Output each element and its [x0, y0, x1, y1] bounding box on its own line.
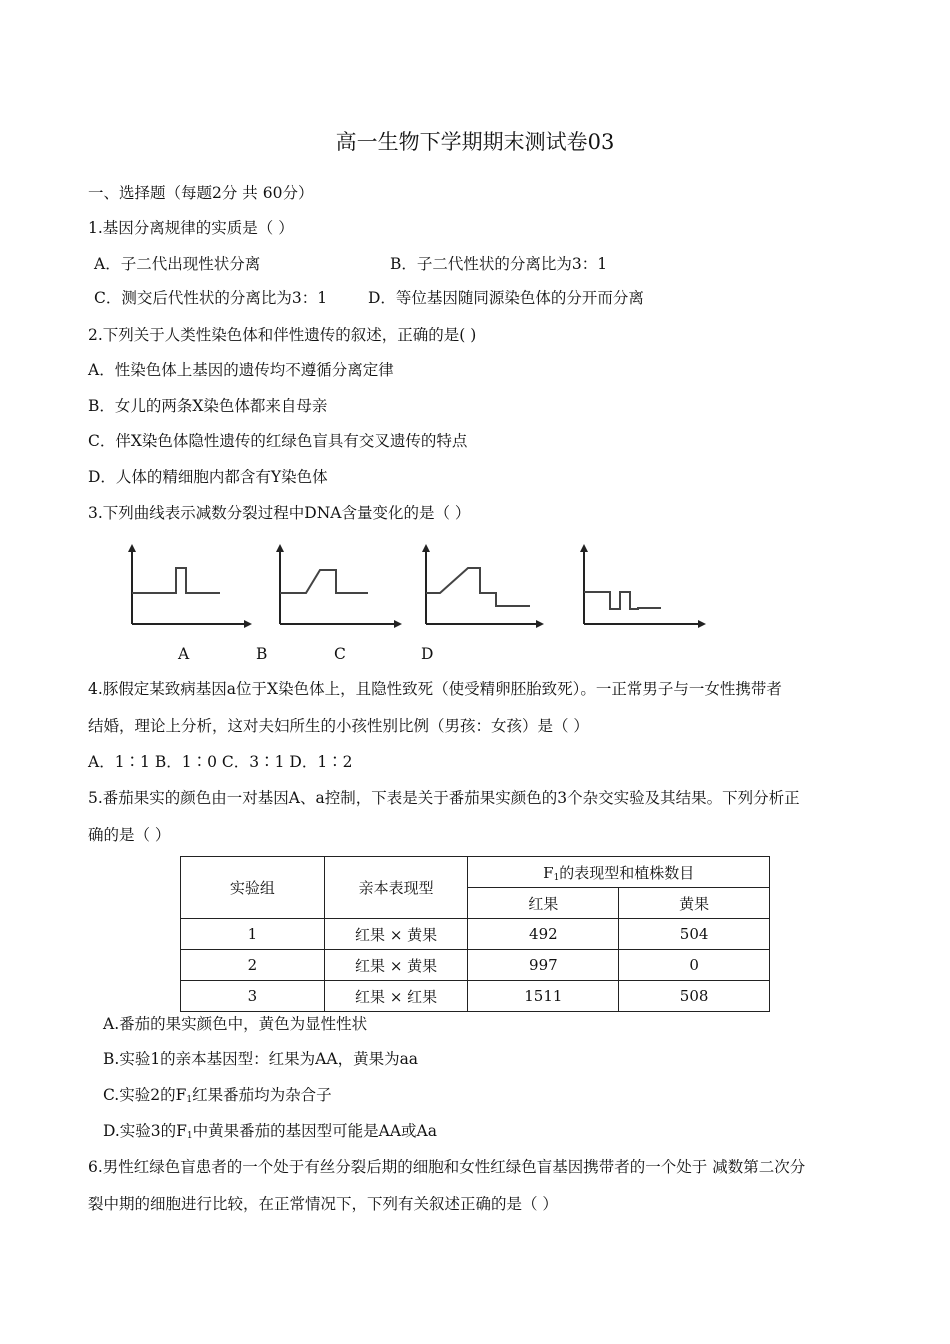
- header-f1: $F_1$的表现型和植株数目: [468, 857, 770, 888]
- graph-label-d: D: [421, 645, 434, 663]
- header-yellow: 黄果: [619, 888, 770, 919]
- q2-option-b: B．女儿的两条X染色体都来自母亲: [88, 397, 328, 415]
- graph-label-b: B: [256, 645, 268, 663]
- q1-option-a: A．子二代出现性状分离: [94, 255, 261, 273]
- cell-red: 492: [468, 919, 619, 950]
- header-group: 实验组: [181, 857, 325, 919]
- cell-yellow: 504: [619, 919, 770, 950]
- q6-stem-line1: 6.男性红绿色盲患者的一个处于有丝分裂后期的细胞和女性红绿色盲基因携带者的一个处于 减数第二次分: [88, 1158, 806, 1176]
- q4-options: A．1∶1 B．1∶0 C．3∶1 D．1∶2: [88, 753, 353, 771]
- page-title: 高一生物下学期期末测试卷03: [335, 130, 615, 154]
- graph-b: [280, 548, 398, 624]
- q6-stem-line2: 裂中期的细胞进行比较，在正常情况下，下列有关叙述正确的是（ ）: [88, 1195, 558, 1213]
- cell-red: 1511: [468, 981, 619, 1012]
- graph-a: [132, 548, 248, 624]
- cell-yellow: 508: [619, 981, 770, 1012]
- q2-option-c: C．伴X染色体隐性遗传的红绿色盲具有交叉遗传的特点: [88, 432, 468, 450]
- graph-a-curve: [132, 568, 220, 593]
- q5-stem-line2: 确的是（ ）: [88, 826, 171, 844]
- header-parent: 亲本表现型: [324, 857, 468, 919]
- graph-b-curve: [280, 570, 368, 593]
- q1-option-d: D．等位基因随同源染色体的分开而分离: [368, 289, 644, 307]
- graph-d-curve: [584, 592, 661, 609]
- q2-option-d: D．人体的精细胞内都含有Y染色体: [88, 468, 328, 486]
- cell-parent: 红果 × 黄果: [324, 950, 468, 981]
- q4-stem-line2: 结婚，理论上分析，这对夫妇所生的小孩性别比例（男孩：女孩）是（ ）: [88, 717, 589, 735]
- cell-group: 3: [181, 981, 325, 1012]
- q1-stem: 1.基因分离规律的实质是（ ）: [88, 219, 294, 237]
- section-heading: 一、选择题（每题2分 共 60分）: [88, 184, 314, 202]
- dna-curve-graphs: [118, 540, 718, 640]
- q2-stem: 2.下列关于人类性染色体和伴性遗传的叙述，正确的是( ): [88, 326, 477, 344]
- table-header-row: [181, 857, 770, 888]
- q1-option-b: B．子二代性状的分离比为3：1: [390, 255, 608, 273]
- table-row: [181, 919, 770, 950]
- table-row: [181, 950, 770, 981]
- graph-d: [584, 548, 702, 624]
- cell-parent: 红果 × 红果: [324, 981, 468, 1012]
- q5-option-c: C.实验2的$F_1$红果番茄均为杂合子: [103, 1086, 332, 1105]
- q2-option-a: A．性染色体上基因的遗传均不遵循分离定律: [88, 361, 394, 379]
- experiment-table: [180, 856, 770, 1012]
- q5-option-b: B.实验1的亲本基因型：红果为AA，黄果为aa: [103, 1050, 419, 1068]
- cell-group: 2: [181, 950, 325, 981]
- cell-group: 1: [181, 919, 325, 950]
- q5-stem-line1: 5.番茄果实的颜色由一对基因A、a控制，下表是关于番茄果实颜色的3个杂交实验及其结果。下列分析正: [88, 789, 800, 807]
- q5-option-d: D.实验3的$F_1$中黄果番茄的基因型可能是AA或Aa: [103, 1122, 437, 1141]
- q3-stem: 3.下列曲线表示减数分裂过程中DNA含量变化的是（ ）: [88, 504, 471, 522]
- header-red: 红果: [468, 888, 619, 919]
- q1-option-c: C．测交后代性状的分离比为3：1: [94, 289, 328, 307]
- cell-yellow: 0: [619, 950, 770, 981]
- graph-c: [426, 548, 540, 624]
- table-row: [181, 981, 770, 1012]
- cell-parent: 红果 × 黄果: [324, 919, 468, 950]
- q5-option-a: A.番茄的果实颜色中，黄色为显性性状: [103, 1015, 368, 1033]
- graph-c-curve: [426, 568, 530, 606]
- q4-stem-line1: 4.豚假定某致病基因a位于X染色体上，且隐性致死（使受精卵胚胎致死）。一正常男子与一女性携带者: [88, 680, 782, 698]
- cell-red: 997: [468, 950, 619, 981]
- graph-label-a: A: [178, 645, 190, 663]
- graph-label-c: C: [334, 645, 346, 663]
